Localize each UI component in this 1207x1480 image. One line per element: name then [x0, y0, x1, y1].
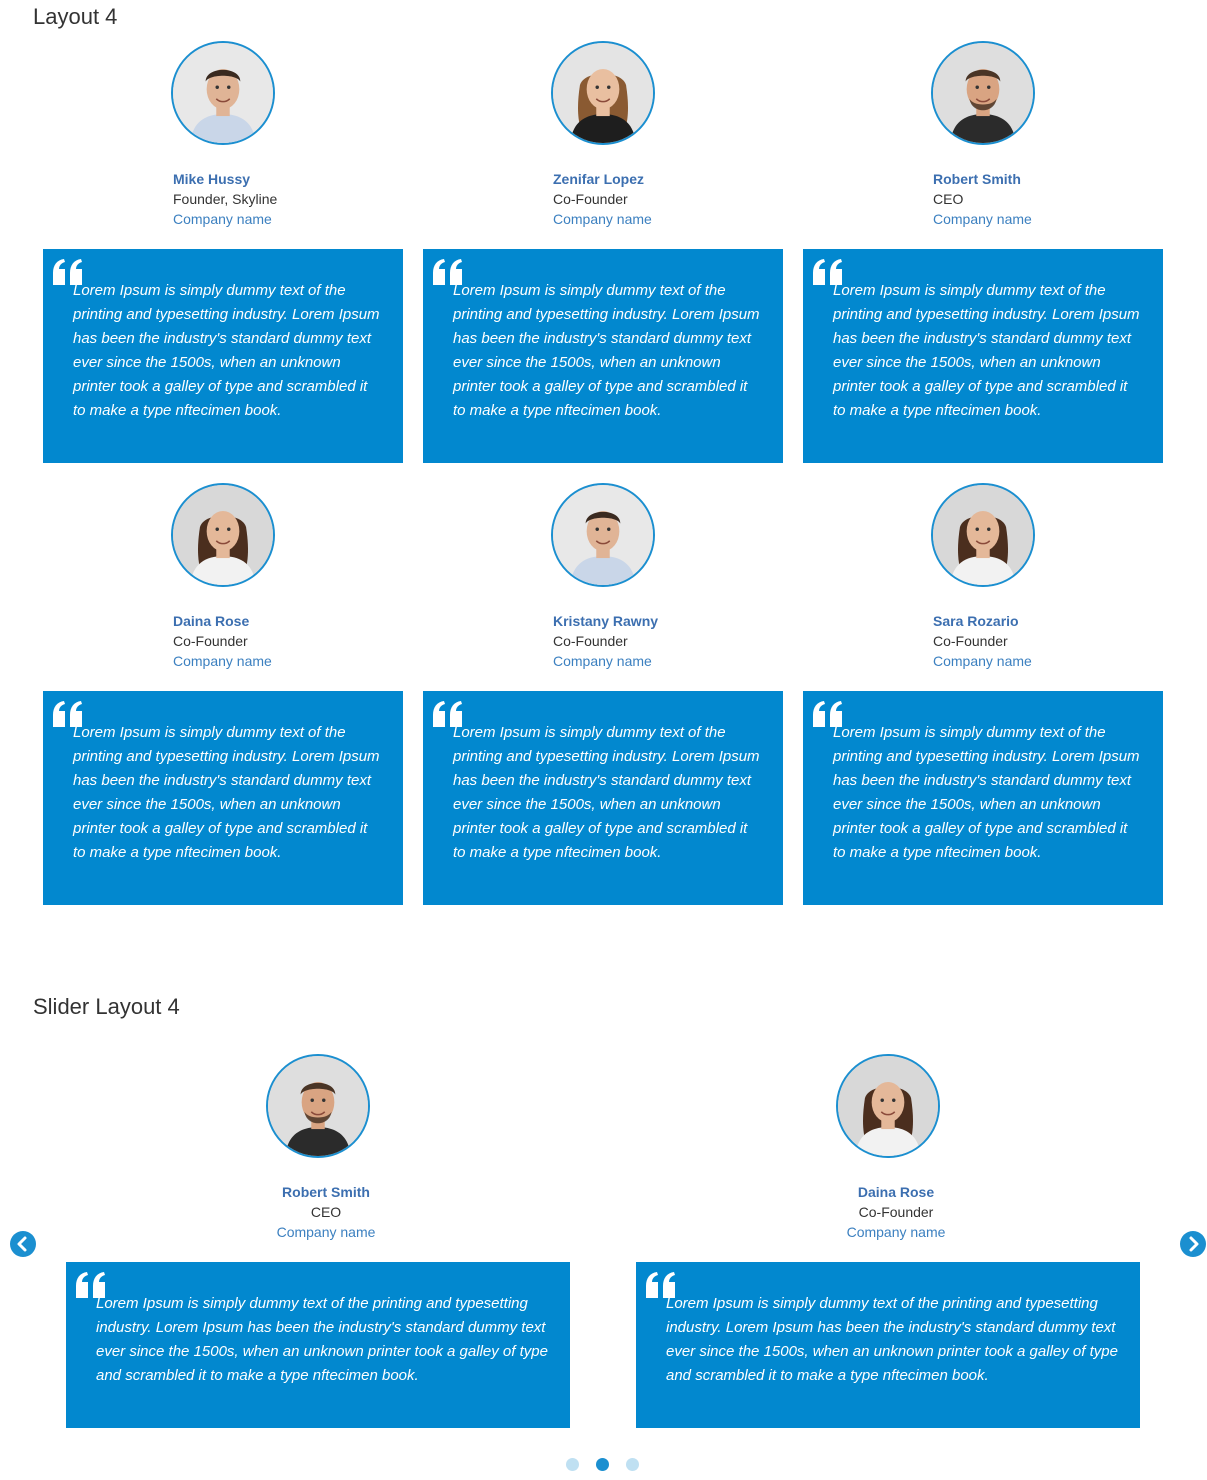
- quote-text: Lorem Ipsum is simply dummy text of the printing and typesetting industry. Lorem Ipsum has been the industry's standard dummy text ever since the 1500s, when an unknown printer took a galley of type and scrambled it to make a type nftecimen book.: [73, 724, 380, 861]
- testimonial-info: [553, 169, 652, 229]
- slider-section-title: Slider Layout 4: [33, 994, 180, 1019]
- quote-box: [423, 691, 783, 905]
- company-link[interactable]: Company name: [553, 211, 652, 227]
- testimonial-info: [933, 169, 1032, 229]
- avatar: [931, 41, 1035, 145]
- company-link[interactable]: Company name: [933, 653, 1032, 669]
- avatar: [836, 1054, 940, 1158]
- avatar-portrait-icon: [173, 43, 273, 143]
- quote-box: [66, 1262, 570, 1428]
- person-name: Mike Hussy: [173, 171, 251, 187]
- avatar: [931, 483, 1035, 587]
- quote-text: Lorem Ipsum is simply dummy text of the printing and typesetting industry. Lorem Ipsum has been the industry's standard dummy text ever since the 1500s, when an unknown printer took a galley of type and scrambled it to make a type nftecimen book.: [666, 1295, 1118, 1384]
- avatar: [551, 483, 655, 587]
- avatar-portrait-icon: [838, 1056, 938, 1156]
- company-link[interactable]: Company name: [553, 653, 652, 669]
- testimonial-info: [173, 169, 277, 229]
- quote-box: [803, 249, 1163, 463]
- person-name: Robert Smith: [933, 171, 1021, 187]
- testimonial-info: [788, 1182, 1004, 1242]
- slider-dot[interactable]: [596, 1458, 609, 1471]
- testimonial-info: [173, 611, 272, 671]
- quote-box: [423, 249, 783, 463]
- company-link[interactable]: Company name: [933, 211, 1032, 227]
- quote-box: [803, 691, 1163, 905]
- slider-dot[interactable]: [566, 1458, 579, 1471]
- slider-pagination: [566, 1458, 639, 1471]
- person-role: Co-Founder: [858, 1204, 934, 1220]
- quote-box: [43, 691, 403, 905]
- person-name: Sara Rozario: [933, 613, 1019, 629]
- quote-box: [636, 1262, 1140, 1428]
- avatar-portrait-icon: [173, 485, 273, 585]
- testimonial-info: [553, 611, 658, 671]
- testimonial-info: [933, 611, 1032, 671]
- company-link[interactable]: Company name: [173, 211, 272, 227]
- avatar-portrait-icon: [933, 43, 1033, 143]
- testimonial-info: [218, 1182, 434, 1242]
- company-link[interactable]: Company name: [276, 1224, 376, 1240]
- avatar: [171, 41, 275, 145]
- quote-text: Lorem Ipsum is simply dummy text of the printing and typesetting industry. Lorem Ipsum has been the industry's standard dummy text ever since the 1500s, when an unknown printer took a galley of type and scrambled it to make a type nftecimen book.: [73, 282, 380, 419]
- chevron-left-icon[interactable]: [10, 1231, 36, 1257]
- person-name: Daina Rose: [173, 613, 250, 629]
- person-name: Robert Smith: [282, 1184, 370, 1200]
- slider-dot[interactable]: [626, 1458, 639, 1471]
- quote-text: Lorem Ipsum is simply dummy text of the printing and typesetting industry. Lorem Ipsum has been the industry's standard dummy text ever since the 1500s, when an unknown printer took a galley of type and scrambled it to make a type nftecimen book.: [833, 282, 1140, 419]
- person-role: Co-Founder: [553, 633, 628, 649]
- person-role: Founder, Skyline: [173, 191, 278, 207]
- chevron-right-icon[interactable]: [1180, 1231, 1206, 1257]
- person-role: Co-Founder: [553, 191, 628, 207]
- company-link[interactable]: Company name: [173, 653, 272, 669]
- quote-text: Lorem Ipsum is simply dummy text of the printing and typesetting industry. Lorem Ipsum has been the industry's standard dummy text ever since the 1500s, when an unknown printer took a galley of type and scrambled it to make a type nftecimen book.: [453, 724, 760, 861]
- avatar: [266, 1054, 370, 1158]
- avatar-portrait-icon: [933, 485, 1033, 585]
- person-name: Daina Rose: [857, 1184, 935, 1200]
- avatar: [551, 41, 655, 145]
- person-role: Co-Founder: [933, 633, 1008, 649]
- avatar-portrait-icon: [553, 43, 653, 143]
- quote-text: Lorem Ipsum is simply dummy text of the printing and typesetting industry. Lorem Ipsum has been the industry's standard dummy text ever since the 1500s, when an unknown printer took a galley of type and scrambled it to make a type nftecimen book.: [833, 724, 1140, 861]
- avatar-portrait-icon: [553, 485, 653, 585]
- quote-text: Lorem Ipsum is simply dummy text of the printing and typesetting industry. Lorem Ipsum has been the industry's standard dummy text ever since the 1500s, when an unknown printer took a galley of type and scrambled it to make a type nftecimen book.: [453, 282, 760, 419]
- person-role: CEO: [933, 191, 964, 207]
- avatar-portrait-icon: [268, 1056, 368, 1156]
- quote-text: Lorem Ipsum is simply dummy text of the printing and typesetting industry. Lorem Ipsum has been the industry's standard dummy text ever since the 1500s, when an unknown printer took a galley of type and scrambled it to make a type nftecimen book.: [96, 1295, 548, 1384]
- person-name: Zenifar Lopez: [553, 171, 645, 187]
- avatar: [171, 483, 275, 587]
- layout-section-title: Layout 4: [33, 4, 118, 29]
- person-role: CEO: [310, 1204, 342, 1220]
- company-link[interactable]: Company name: [846, 1224, 946, 1240]
- person-role: Co-Founder: [173, 633, 248, 649]
- quote-box: [43, 249, 403, 463]
- person-name: Kristany Rawny: [553, 613, 659, 629]
